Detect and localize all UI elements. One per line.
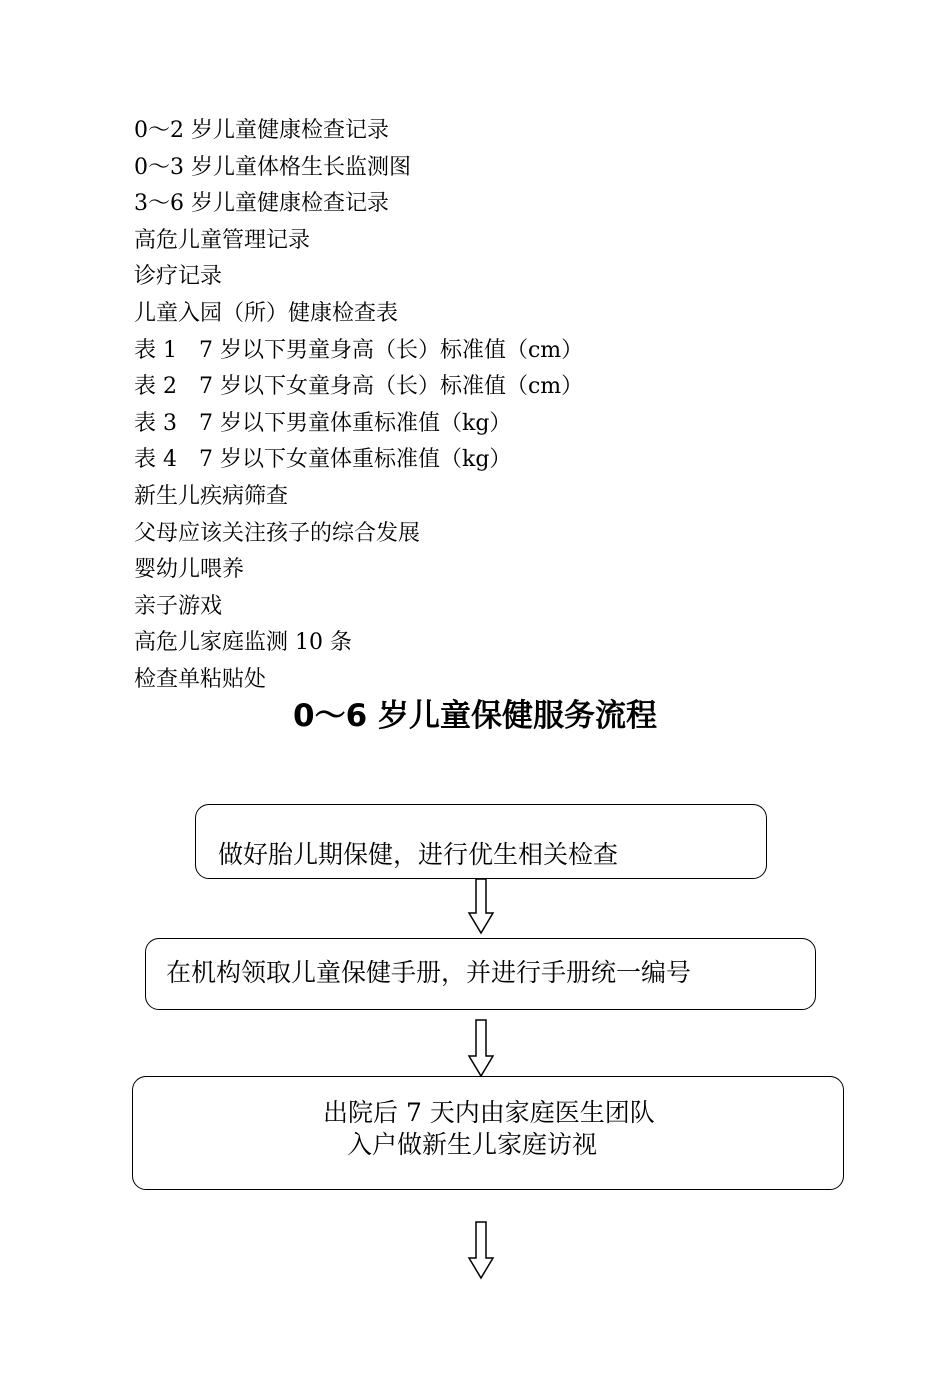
- flow-step-text-line-1: 出院后 7 天内由家庭医生团队: [323, 1098, 655, 1127]
- down-arrow-icon: [467, 879, 495, 934]
- flow-step-text: 在机构领取儿童保健手册，并进行手册统一编号: [166, 958, 692, 987]
- contents-item: 表 1 7 岁以下男童身高（长）标准值（cm）: [134, 337, 584, 363]
- contents-item: 父母应该关注孩子的综合发展: [134, 520, 421, 546]
- contents-item: 3～6 岁儿童健康检查记录: [134, 191, 389, 217]
- flow-step-receive-handbook: [145, 938, 816, 1010]
- contents-item: 高危儿家庭监测 10 条: [134, 630, 352, 656]
- contents-item: 检查单粘贴处: [134, 666, 267, 692]
- contents-item: 儿童入园（所）健康检查表: [134, 300, 399, 326]
- down-arrow-icon: [467, 1020, 495, 1077]
- contents-item: 0～2 岁儿童健康检查记录: [134, 118, 389, 143]
- contents-item: 诊疗记录: [134, 264, 223, 290]
- contents-item: 亲子游戏: [134, 593, 223, 619]
- flowchart-title: 0～6 岁儿童保健服务流程: [293, 698, 657, 734]
- contents-list: [134, 113, 583, 699]
- flow-step-text: 做好胎儿期保健，进行优生相关检查: [218, 840, 619, 869]
- flow-step-prenatal-care: [195, 804, 767, 879]
- contents-item: 表 3 7 岁以下男童体重标准值（kg）: [134, 410, 512, 436]
- contents-item: 0～3 岁儿童体格生长监测图: [134, 154, 411, 180]
- contents-item: 婴幼儿喂养: [134, 557, 245, 583]
- flow-step-newborn-home-visit: [132, 1076, 844, 1190]
- contents-item: 高危儿童管理记录: [134, 227, 311, 253]
- contents-item: 新生儿疾病筛查: [134, 483, 289, 509]
- down-arrow-icon: [467, 1222, 495, 1279]
- contents-item: 表 2 7 岁以下女童身高（长）标准值（cm）: [134, 374, 584, 400]
- contents-item: 表 4 7 岁以下女童体重标准值（kg）: [134, 447, 512, 473]
- flow-step-text-line-2: 入户做新生儿家庭访视: [347, 1130, 598, 1159]
